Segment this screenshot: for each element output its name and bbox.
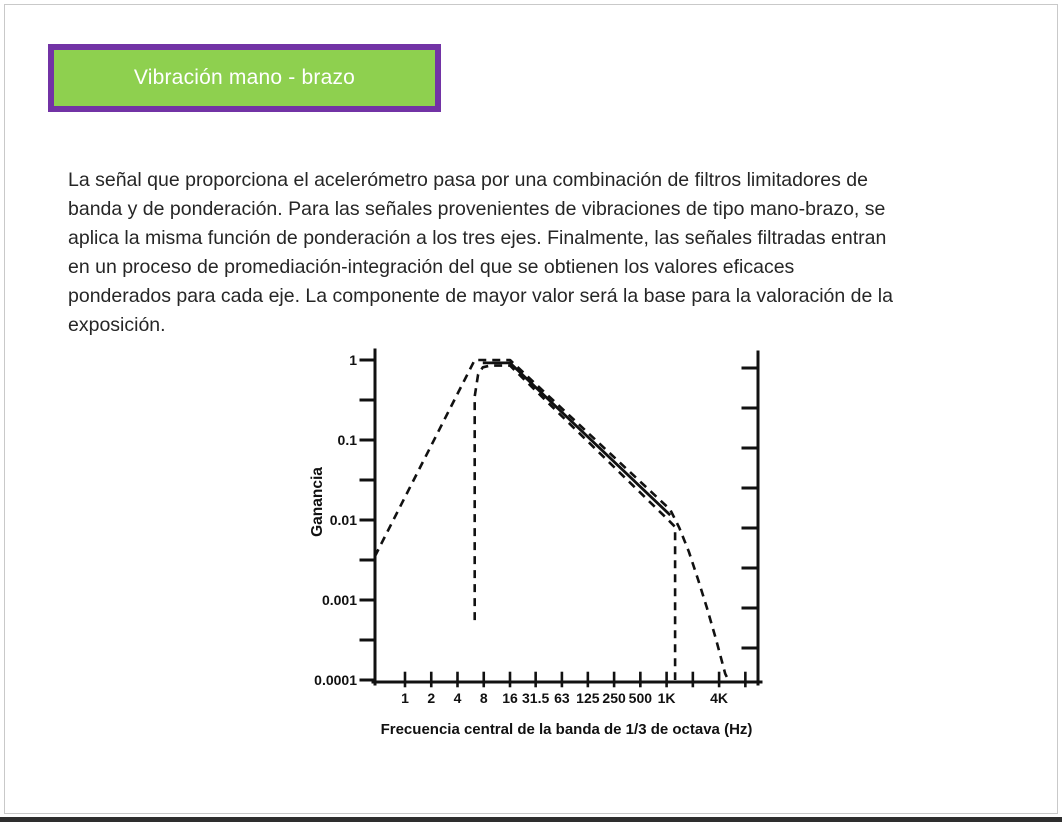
x-tick-label: 4K <box>710 690 729 706</box>
x-tick-label: 1 <box>401 690 409 706</box>
x-tick-label: 125 <box>576 690 600 706</box>
y-tick-label: 0.001 <box>321 592 357 608</box>
y-tick-label: 0.1 <box>337 432 357 448</box>
paragraph-line: La señal que proporciona el acelerómetro pasa por una combinación de filtros limitadores de <box>68 169 868 191</box>
x-axis-title: Frecuencia central de la banda de 1/3 de octava (Hz) <box>380 721 753 738</box>
title-banner <box>48 44 441 112</box>
paragraph-line: aplica la misma función de ponderación a los tres ejes. Finalmente, las señales filtradas entran <box>68 227 887 249</box>
x-tick-label: 31.5 <box>522 690 550 706</box>
x-tick-label: 16 <box>502 690 518 706</box>
paragraph-line: en un proceso de promediación-integración del que se obtienen los valores eficaces <box>68 256 795 278</box>
series-tolerancia-inferior <box>475 366 675 680</box>
x-tick-label: 4 <box>453 690 462 706</box>
x-tick-label: 8 <box>479 690 488 706</box>
x-tick-label: 2 <box>427 690 436 706</box>
page-title: Vibración mano - brazo <box>133 66 356 89</box>
paragraph-line: ponderados para cada eje. La componente de mayor valor será la base para la valoración de la <box>68 285 893 307</box>
y-tick-label: 0.01 <box>329 512 357 528</box>
paragraph-line: exposición. <box>68 314 166 336</box>
paragraph-line: banda y de ponderación. Para las señales provenientes de vibraciones de tipo mano-brazo, se <box>68 198 886 220</box>
y-tick-label: 0.0001 <box>314 672 357 688</box>
x-tick-label: 1K <box>657 690 676 706</box>
weighting-filter-chart <box>300 340 780 752</box>
chart-canvas <box>300 340 780 752</box>
y-axis-title: Ganancia <box>309 467 326 537</box>
bottom-black-bar <box>0 817 1062 822</box>
x-tick-label: 63 <box>554 690 570 706</box>
x-tick-label: 250 <box>602 690 626 706</box>
y-tick-label: 1 <box>349 352 357 368</box>
x-tick-label: 500 <box>628 690 653 706</box>
body-paragraph <box>68 166 1008 340</box>
series-curva-ponderacion-nominal <box>483 363 670 515</box>
